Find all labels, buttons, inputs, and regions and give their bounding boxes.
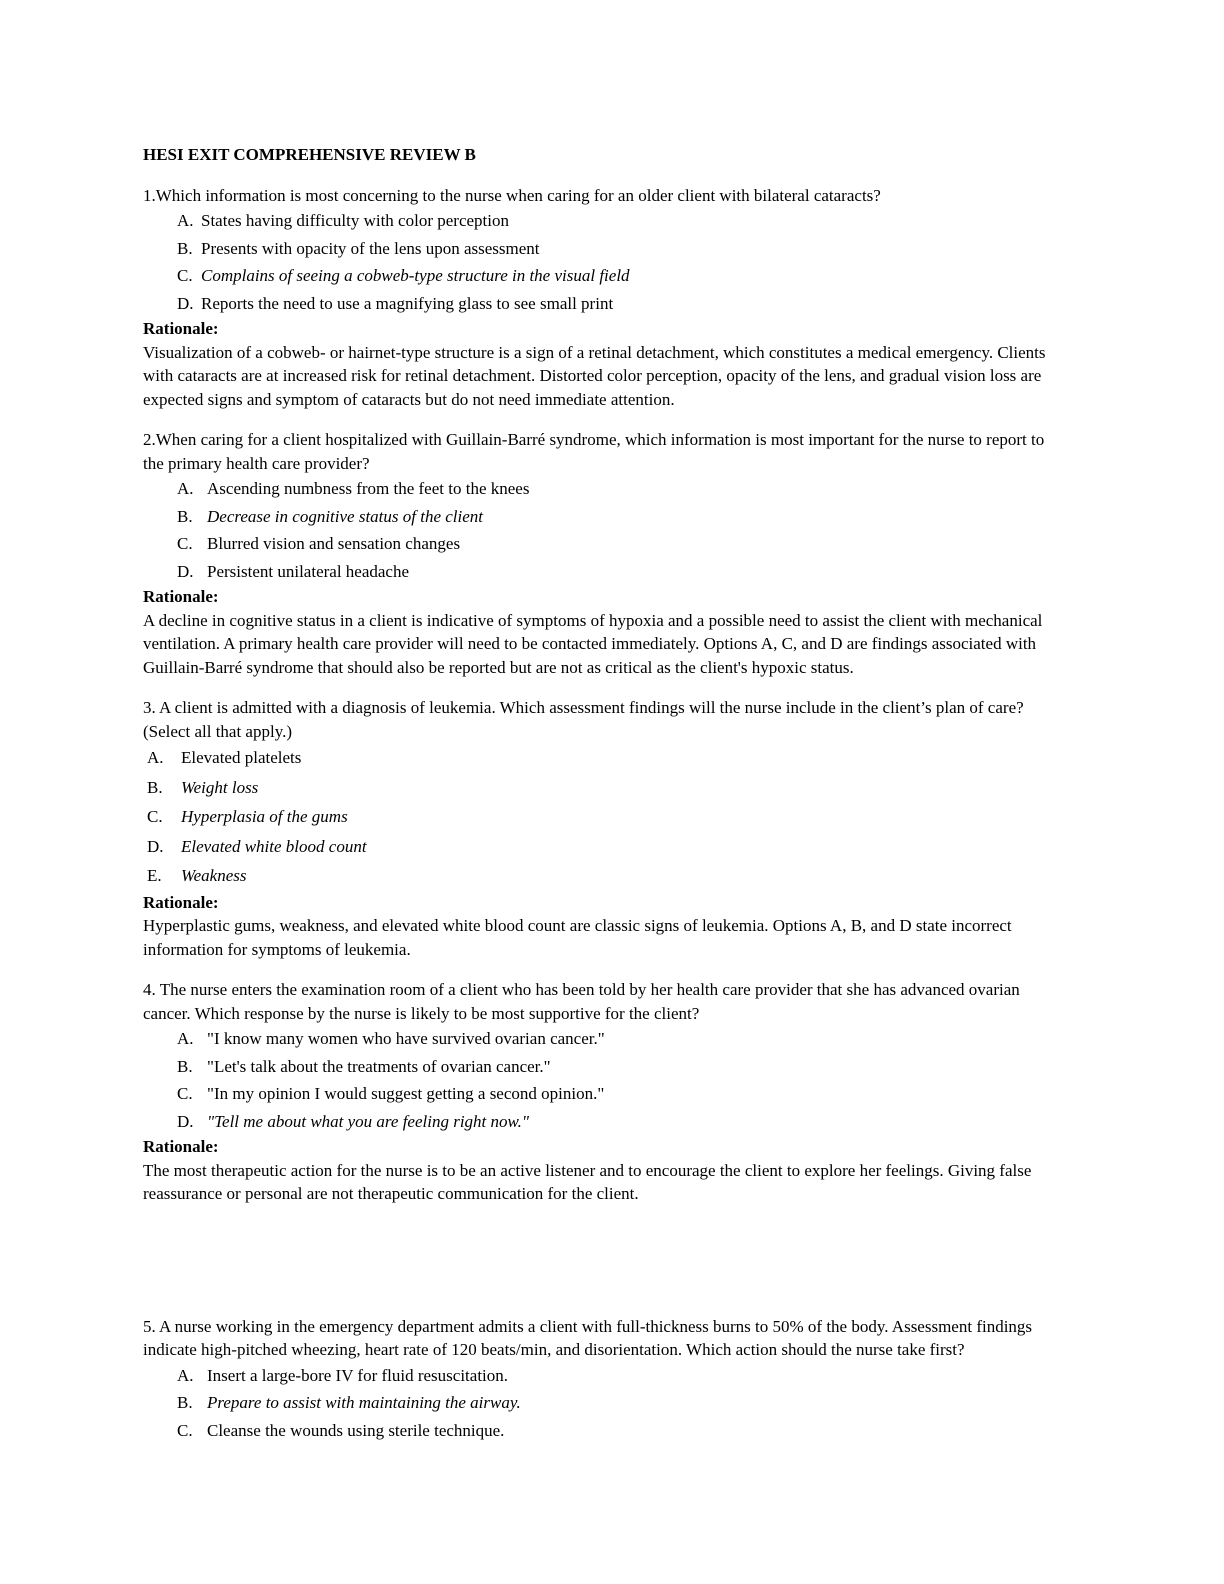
option-text-answer: Weight loss [181,777,259,797]
option-e: E. Weakness [147,861,1068,891]
question-3 [143,696,1068,961]
option-text-answer: "Tell me about what you are feeling right now." [207,1111,529,1131]
option-a: A. "I know many women who have survived ovarian cancer." [177,1025,1068,1053]
options-list [177,207,1068,317]
option-text: Reports the need to use a magnifying glass to see small print [201,293,614,313]
options-list [147,743,1068,891]
option-text-answer: Prepare to assist with maintaining the airway. [207,1393,521,1412]
option-c: C. "In my opinion I would suggest getting a second opinion." [177,1080,1068,1108]
option-text-answer: Weakness [181,866,247,885]
option-b: B. "Let's talk about the treatments of ovarian cancer." [177,1053,1068,1081]
option-text: Blurred vision and sensation changes [207,534,461,553]
rationale-text: Hyperplastic gums, weakness, and elevated white blood count are classic signs of leukemia. Options A, B, and D state incorrect information for symptoms of leukemia. [143,916,1012,959]
rationale-text: The most therapeutic action for the nurse is to be an active listener and to encourage the client to explore her feelings. Giving false reassurance or personal are not therapeutic communication for the client. [143,1160,1032,1203]
question-2 [143,428,1068,679]
options-list [177,475,1068,585]
options-list [177,1362,1068,1445]
rationale-text: A decline in cognitive status in a client is indicative of symptoms of hypoxia and a possible need to assist the client with mechanical ventilation. A primary health care provider will need to be contacted immediately. Options A, C, and D are findings associated with Guillain-Barré syndrome that should also be reported but are not as critical as the client's hypoxic status. [143,610,1043,677]
option-text: Elevated platelets [181,748,302,767]
document-page [143,143,1068,1461]
rationale-label: Rationale: [143,587,219,606]
option-text: Insert a large-bore IV for fluid resuscitation. [207,1365,509,1385]
option-text-answer: Decrease in cognitive status of the client [207,506,484,526]
option-c: C. Blurred vision and sensation changes [177,530,1068,558]
question-stem: 1.Which information is most concerning to the nurse when caring for an older client with bilateral cataracts? [143,185,881,205]
option-a: A. Insert a large-bore IV for fluid resuscitation. [177,1362,1068,1390]
question-1 [143,184,1068,412]
option-text: States having difficulty with color perception [201,211,509,230]
option-d: D. Elevated white blood count [147,832,1068,862]
option-text: "In my opinion I would suggest getting a second opinion." [207,1084,605,1103]
question-stem: 2.When caring for a client hospitalized with Guillain-Barré syndrome, which information is most important for the nurse to report to the primary health care provider? [143,430,1045,473]
option-text: Cleanse the wounds using sterile technique. [207,1420,505,1440]
question-stem: 5. A nurse working in the emergency department admits a client with full-thickness burns to 50% of the body. Assessment findings indicate high-pitched wheezing, heart rate of 120 beats/min, and disorientation. Which action should the nurse take first? [143,1316,1033,1359]
rationale-label: Rationale: [143,892,219,912]
option-d: D. "Tell me about what you are feeling right now." [177,1108,1068,1136]
option-text-answer: Hyperplasia of the gums [181,807,348,826]
question-stem: 3. A client is admitted with a diagnosis of leukemia. Which assessment findings will the nurse include in the client’s plan of care? (Select all that apply.) [143,698,1024,741]
option-text: Presents with opacity of the lens upon assessment [201,238,540,258]
option-text-answer: Complains of seeing a cobweb-type structure in the visual field [201,266,630,285]
option-c: C. Cleanse the wounds using sterile technique. [177,1417,1068,1445]
option-text-answer: Elevated white blood count [181,836,367,856]
option-a: A. Ascending numbness from the feet to the knees [177,475,1068,503]
rationale-label: Rationale: [143,1137,219,1156]
document-title: HESI EXIT COMPREHENSIVE REVIEW B [143,145,476,164]
option-b: B. Prepare to assist with maintaining the airway. [177,1389,1068,1417]
rationale-text: Visualization of a cobweb- or hairnet-type structure is a sign of a retinal detachment, which constitutes a medical emergency. Clients with cataracts are at increased risk for retinal detachment. Distorted color perception, opacity of the lens, and gradual vision loss are expected signs and symptom of cataracts but do not need immediate attention. [143,342,1046,409]
option-b: B. Weight loss [147,773,1068,803]
option-b: B. Decrease in cognitive status of the client [177,503,1068,531]
option-b: B. Presents with opacity of the lens upon assessment [177,235,1068,263]
question-stem: 4. The nurse enters the examination room of a client who has been told by her health care provider that she has advanced ovarian cancer. Which response by the nurse is likely to be most supportive for the client? [143,980,1020,1023]
option-text: Persistent unilateral headache [207,561,410,581]
options-list [177,1025,1068,1135]
rationale-label: Rationale: [143,319,219,338]
option-c: C. Complains of seeing a cobweb-type structure in the visual field [177,262,1068,290]
question-4 [143,978,1068,1206]
option-text: "I know many women who have survived ovarian cancer." [207,1029,605,1048]
question-5 [143,1315,1068,1445]
option-a: A. Elevated platelets [147,743,1068,773]
option-d: D. Persistent unilateral headache [177,558,1068,586]
page-spacer [143,1223,1068,1315]
option-text: Ascending numbness from the feet to the knees [207,479,530,498]
option-text: "Let's talk about the treatments of ovarian cancer." [207,1056,551,1076]
option-d: D. Reports the need to use a magnifying glass to see small print [177,290,1068,318]
option-a: A. States having difficulty with color perception [177,207,1068,235]
option-c: C. Hyperplasia of the gums [147,802,1068,832]
